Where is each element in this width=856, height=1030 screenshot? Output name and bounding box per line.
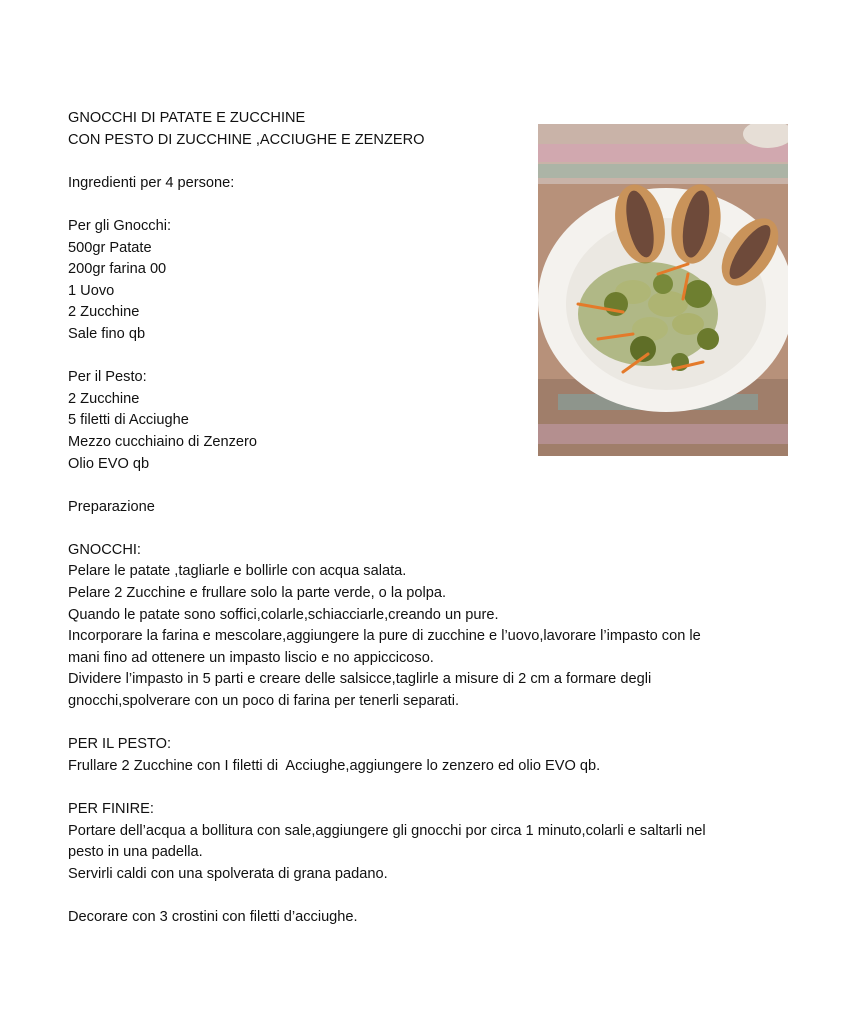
gnocchi-ingredients-heading: Per gli Gnocchi: <box>68 217 172 234</box>
ingredient-item: 1 Uovo <box>68 282 115 299</box>
ingredient-item: Sale fino qb <box>68 325 146 342</box>
step-line: Pelare le patate ,tagliarle e bollirle con acqua salata. <box>68 563 407 580</box>
ingredient-item: Olio EVO qb <box>68 455 150 472</box>
preparation-heading: Preparazione <box>68 498 155 515</box>
recipe-title-line-2: CON PESTO DI ZUCCHINE ,ACCIUGHE E ZENZERO <box>68 131 425 148</box>
ingredient-item: 5 filetti di Acciughe <box>68 412 189 429</box>
gnocchi-steps-heading: GNOCCHI: <box>68 541 141 558</box>
servings: Ingredienti per 4 persone: <box>68 174 235 191</box>
ingredient-item: 2 Zucchine <box>68 390 140 407</box>
step-line: Pelare 2 Zucchine e frullare solo la parte verde, o la polpa. <box>68 585 447 602</box>
step-line: Servirli caldi con una spolverata di grana padano. <box>68 865 388 882</box>
step-line: gnocchi,spolverare con un poco di farina per tenerli separati. <box>68 693 460 710</box>
step-line: Portare dell’acqua a bollitura con sale,aggiungere gli gnocchi por circa 1 minuto,colarli e saltarli nel <box>68 822 706 839</box>
step-line: Frullare 2 Zucchine con I filetti di Acciughe,aggiungere lo zenzero ed olio EVO qb. <box>68 757 601 774</box>
step-line: mani fino ad ottenere un impasto liscio e no appiccicoso. <box>68 649 434 666</box>
step-line: Quando le patate sono soffici,colarle,schiacciarle,creando un pure. <box>68 606 499 623</box>
ingredient-item: 200gr farina 00 <box>68 261 167 278</box>
decoration-note: Decorare con 3 crostini con filetti d’acciughe. <box>68 908 358 925</box>
ingredient-item: 500gr Patate <box>68 239 152 256</box>
dish-photo <box>538 124 788 456</box>
ingredient-item: 2 Zucchine <box>68 304 140 321</box>
finish-steps-heading: PER FINIRE: <box>68 801 154 817</box>
pesto-steps-heading: PER IL PESTO: <box>68 736 172 753</box>
step-line: Dividere l’impasto in 5 parti e creare delle salsicce,taglirle a misure di 2 cm a formare degli <box>68 671 652 688</box>
pesto-ingredients-heading: Per il Pesto: <box>68 369 147 386</box>
step-line: Incorporare la farina e mescolare,aggiungere la pure di zucchine e l’uovo,lavorare l’impasto con le <box>68 628 701 645</box>
step-line: pesto in una padella. <box>68 844 203 861</box>
ingredient-item: Mezzo cucchiaino di Zenzero <box>68 433 257 450</box>
recipe-title-line-1: GNOCCHI DI PATATE E ZUCCHINE <box>68 110 306 126</box>
